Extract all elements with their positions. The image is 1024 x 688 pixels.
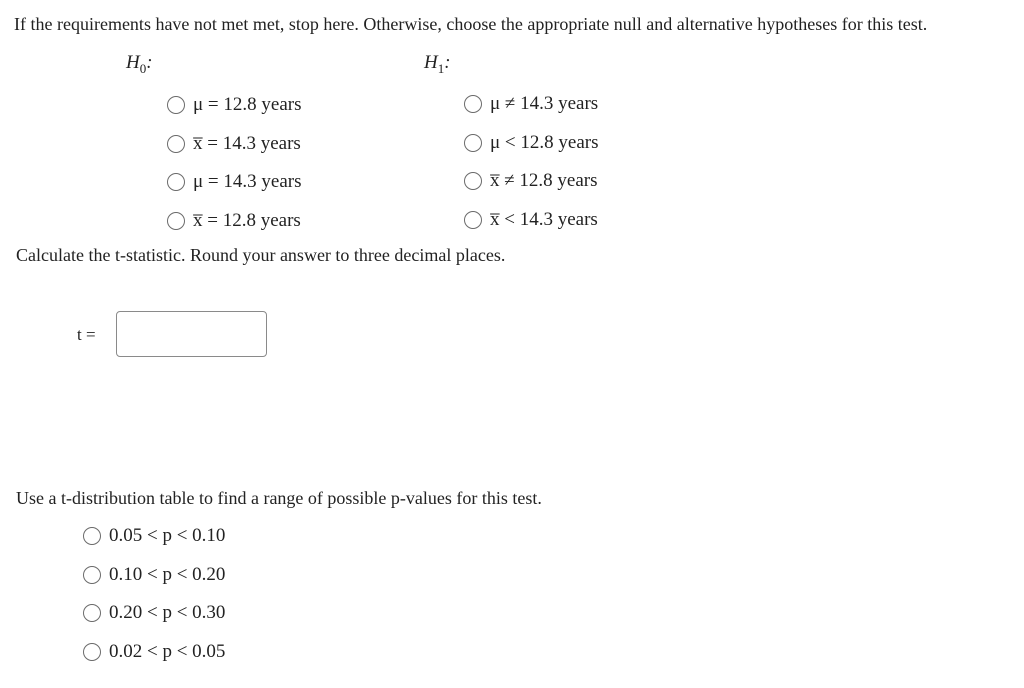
radio-circle-icon[interactable] (167, 212, 185, 230)
p-option-3[interactable]: 0.20 < p < 0.30 (83, 599, 225, 627)
radio-circle-icon[interactable] (167, 96, 185, 114)
h1-option-1[interactable]: μ ≠ 14.3 years (464, 90, 598, 118)
radio-circle-icon[interactable] (167, 173, 185, 191)
h1-label: $H_1$: (424, 52, 451, 76)
radio-circle-icon[interactable] (83, 604, 101, 622)
t-label: t = (77, 325, 96, 344)
h0-option-4[interactable]: x̅ = 12.8 years (167, 207, 301, 235)
p-value-question: Use a t-distribution table to find a range of possible p-values for this test. (16, 488, 542, 508)
p-option-2[interactable]: 0.10 < p < 0.20 (83, 561, 225, 589)
radio-circle-icon[interactable] (464, 134, 482, 152)
h0-option-3[interactable]: μ = 14.3 years (167, 168, 302, 196)
radio-circle-icon[interactable] (83, 566, 101, 584)
radio-circle-icon[interactable] (83, 643, 101, 661)
h1-option-3[interactable]: x̅ ≠ 12.8 years (464, 167, 598, 195)
h0-option-1[interactable]: μ = 12.8 years (167, 91, 302, 119)
h0-label: $H_0$: (126, 52, 153, 76)
h0-option-2[interactable]: x̅ = 14.3 years (167, 130, 301, 158)
t-statistic-input[interactable] (116, 311, 267, 357)
radio-circle-icon[interactable] (167, 135, 185, 153)
p-option-1[interactable]: 0.05 < p < 0.10 (83, 522, 225, 550)
p-option-4[interactable]: 0.02 < p < 0.05 (83, 638, 225, 666)
h1-option-2[interactable]: μ < 12.8 years (464, 129, 599, 157)
h1-option-4[interactable]: x̅ < 14.3 years (464, 206, 598, 234)
t-statistic-question: Calculate the t-statistic. Round your answer to three decimal places. (16, 245, 506, 265)
radio-circle-icon[interactable] (83, 527, 101, 545)
radio-circle-icon[interactable] (464, 172, 482, 190)
intro-text: If the requirements have not met met, stop here. Otherwise, choose the appropriate null and alternative hypotheses for this test. (14, 14, 928, 34)
radio-circle-icon[interactable] (464, 95, 482, 113)
radio-circle-icon[interactable] (464, 211, 482, 229)
